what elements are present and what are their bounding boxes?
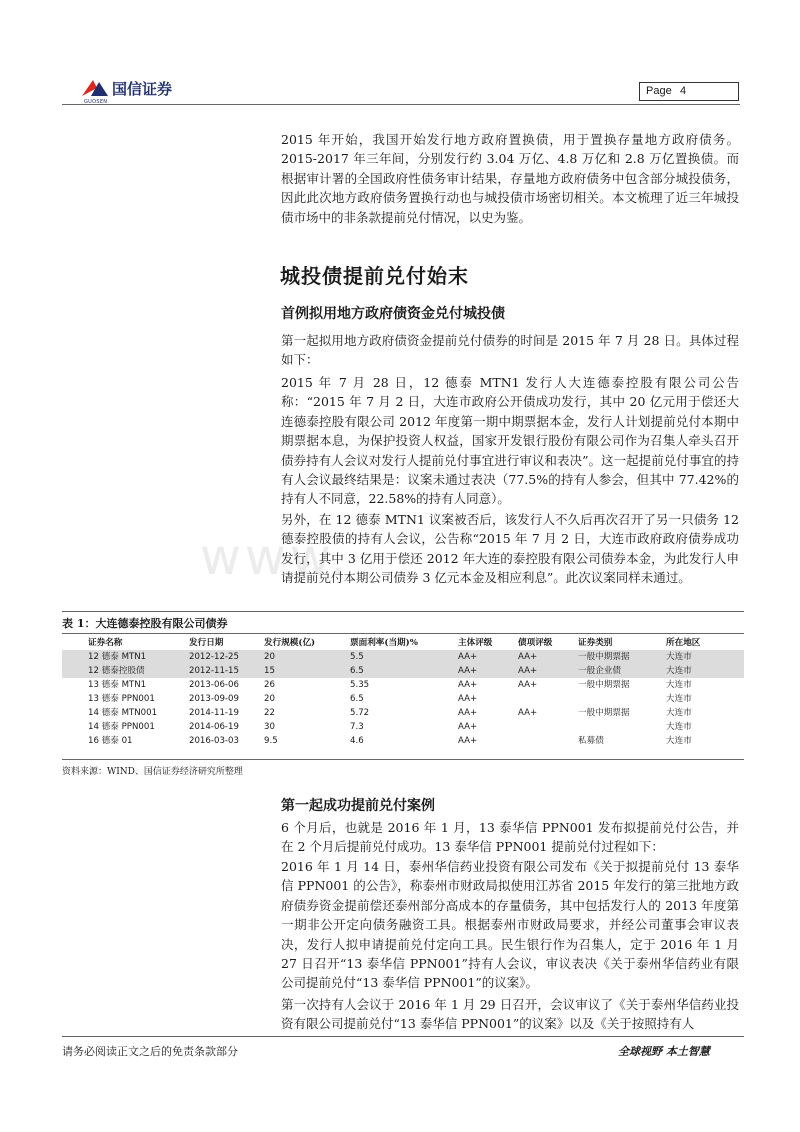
paragraph-2: 2015 年 7 月 28 日，12 德泰 MTN1 发行人大连德泰控股有限公司公告称：“2015 年 7 月 2 日，大连市政府公开债成功发行，其中 20 亿元用于偿还大连德泰控股有限公司 2012 年度第一期中期票据本金，发行人计划提前兑付本期中期票据本息，为保护投资人权益，国家开发银行股份有限公司作为召集人牵头召开债券持有人会议对发行人提前兑付事宜进行审议和表决”。这一起提前兑付事宜的持有人会议最终结果是：议案未通过表决（77.5%的持有人参会，但其中 77.42%的持有人不同意，22.58%的持有人同意）。	[281, 375, 739, 507]
table-cell: AA+	[458, 708, 478, 718]
table-cell: 2013-09-09	[189, 694, 239, 704]
table-cell: 大连市	[666, 680, 692, 690]
table-cell: 5.35	[350, 680, 370, 690]
table-cell: 2016-03-03	[189, 736, 239, 746]
company-logo	[80, 74, 200, 108]
paragraph-6: 第一次持有人会议于 2016 年 1 月 29 日召开，会议审议了《关于泰州华信药业投资有限公司提前兑付“13 泰华信 PPN001”的议案》以及《关于按照持有人	[281, 997, 739, 1032]
table-row	[62, 720, 744, 734]
table-cell: 大连市	[666, 652, 692, 662]
table-cell: 22	[264, 708, 275, 718]
table-cell: 14 德泰 MTN001	[88, 708, 158, 718]
table-cell: 大连市	[666, 722, 692, 732]
table-cell: 20	[264, 694, 275, 704]
table-cell: 26	[264, 680, 275, 690]
paragraph-1: 第一起拟用地方政府债资金提前兑付债券的时间是 2015 年 7 月 28 日。具体过程如下：	[281, 333, 739, 368]
table-cell: 一般中期票据	[578, 708, 630, 718]
table-cell: AA+	[458, 666, 478, 676]
subsection-title-1: 首例拟用地方政府债资金兑付城投债	[281, 306, 505, 322]
table-cell: 5.72	[350, 708, 370, 718]
table-cell: 14 德泰 PPN001	[88, 722, 155, 732]
table-cell: 20	[264, 652, 275, 662]
table-header-cell: 票面利率(当期)%	[350, 638, 418, 648]
table-row	[62, 692, 744, 706]
table-cell: AA+	[458, 652, 478, 662]
table-cell: 13 德泰 PPN001	[88, 694, 155, 704]
header-rule	[62, 104, 740, 105]
page-indicator	[639, 82, 739, 101]
table-cell: 2012-12-25	[189, 652, 239, 662]
table-cell: 2014-06-19	[189, 722, 239, 732]
table-cell: 9.5	[264, 736, 278, 746]
table-cell: 大连市	[666, 694, 692, 704]
table-header-cell: 发行日期	[189, 638, 224, 648]
table-cell: 一般企业债	[578, 666, 621, 676]
table-cell: AA+	[518, 708, 538, 718]
watermark: www.	[200, 528, 350, 586]
table-cell: AA+	[458, 680, 478, 690]
table-header-cell: 证券名称	[88, 638, 123, 648]
page-number: 4	[680, 85, 687, 97]
footer-disclaimer: 请务必阅读正文之后的免责条款部分	[62, 1045, 238, 1058]
table-header-row	[62, 636, 744, 650]
table-cell: 15	[264, 666, 275, 676]
logo-mark-icon	[80, 76, 110, 98]
table-source: 资料来源：WIND、国信证券经济研究所整理	[62, 767, 243, 777]
table-cell: 13 德泰 MTN1	[88, 680, 147, 690]
footer-rule	[62, 1036, 744, 1037]
table-cell: AA+	[458, 736, 478, 746]
footer-slogan: 全球视野 本土智慧	[618, 1045, 710, 1058]
intro-paragraph: 2015 年开始，我国开始发行地方政府置换债，用于置换存量地方政府债务。2015-2017 年三年间，分别发行约 3.04 万亿、4.8 万亿和 2.8 万亿置换债。而根据审计署的全国政府性债务审计结果，存量地方政府债务中包含部分城投债务，因此此次地方政府债务置换行动也与城投债市场密切相关。本文梳理了近三年城投债市场中的非条款提前兑付情况，以史为鉴。	[281, 132, 739, 225]
table-row	[62, 650, 744, 664]
section-title: 城投债提前兑付始末	[280, 264, 469, 288]
logo-subtext: GUOSEN	[84, 99, 108, 105]
table-title-rule	[62, 633, 744, 634]
table-row	[62, 734, 744, 748]
table-cell: 6.5	[350, 666, 364, 676]
table-row	[62, 678, 744, 692]
table-cell: 2012-11-15	[189, 666, 239, 676]
table-cell: 一般中期票据	[578, 652, 630, 662]
table-cell: 大连市	[666, 708, 692, 718]
table-header-cell: 发行规模(亿)	[264, 638, 316, 648]
table-cell: AA+	[518, 666, 538, 676]
table-header-cell: 债项评级	[518, 638, 553, 648]
table-cell: 2014-11-19	[189, 708, 239, 718]
logo-text: 国信证券	[112, 80, 173, 98]
table-cell: 12 德泰 MTN1	[88, 652, 147, 662]
table-cell: 2013-06-06	[189, 680, 239, 690]
table-header-cell: 所在地区	[666, 638, 701, 648]
table-cell: 大连市	[666, 736, 692, 746]
paragraph-5: 2016 年 1 月 14 日，泰州华信药业投资有限公司发布《关于拟提前兑付 13 泰华信 PPN001 的公告》，称泰州市财政局拟使用江苏省 2015 年发行的第三批地方政府债券资金提前偿还泰州部分高成本的存量债务，其中包括发行人的 2013 年度第一期非公开定向债务融资工具。根据泰州市财政局要求，并经公司董事会审议表决，发行人拟申请提前兑付定向工具。民生银行作为召集人，定于 2016 年 1 月 27 日召开“13 泰华信 PPN001”持有人会议，审议表决《关于泰州华信药业有限公司提前兑付“13 泰华信 PPN001”的议案》。	[281, 859, 739, 991]
table-cell: 12 德泰控股债	[88, 666, 145, 676]
table-row	[62, 664, 744, 678]
table-row	[62, 706, 744, 720]
table-cell: 一般中期票据	[578, 680, 630, 690]
table-cell: 大连市	[666, 666, 692, 676]
paragraph-4: 6 个月后，也就是 2016 年 1 月，13 泰华信 PPN001 发布拟提前兑付公告，并在 2 个月后提前兑付成功。13 泰华信 PPN001 提前兑付过程如下：	[281, 820, 739, 855]
bond-table	[62, 636, 744, 748]
table-bottom-rule	[62, 759, 744, 760]
table-cell: AA+	[458, 722, 478, 732]
table-top-rule	[62, 611, 744, 612]
table-cell: 7.3	[350, 722, 364, 732]
table-cell: 5.5	[350, 652, 364, 662]
table-cell: 6.5	[350, 694, 364, 704]
table-cell: 私募债	[578, 736, 604, 746]
table-cell: 4.6	[350, 736, 364, 746]
table-cell: 30	[264, 722, 275, 732]
subsection-title-2: 第一起成功提前兑付案例	[281, 798, 435, 814]
table-cell: AA+	[518, 680, 538, 690]
paragraph-3: 另外，在 12 德泰 MTN1 议案被否后，该发行人不久后再次召开了另一只债务 12 德泰控股债的持有人会议，公告称“2015 年 7 月 2 日，大连市政府政府债券成功发行，其中 3 亿用于偿还 2012 年大连的泰控股有限公司债券本金，为此发行人申请提前兑付本期公司债券 3 亿元本金及相应利息”。此次议案同样未通过。	[281, 512, 739, 586]
page-label: Page	[646, 85, 672, 97]
table-title: 表 1：大连德泰控股有限公司债券	[62, 617, 228, 630]
table-cell: 16 德泰 01	[88, 736, 133, 746]
table-cell: AA+	[518, 652, 538, 662]
table-header-cell: 主体评级	[458, 638, 493, 648]
table-header-cell: 证券类别	[578, 638, 613, 648]
table-cell: AA+	[458, 694, 478, 704]
